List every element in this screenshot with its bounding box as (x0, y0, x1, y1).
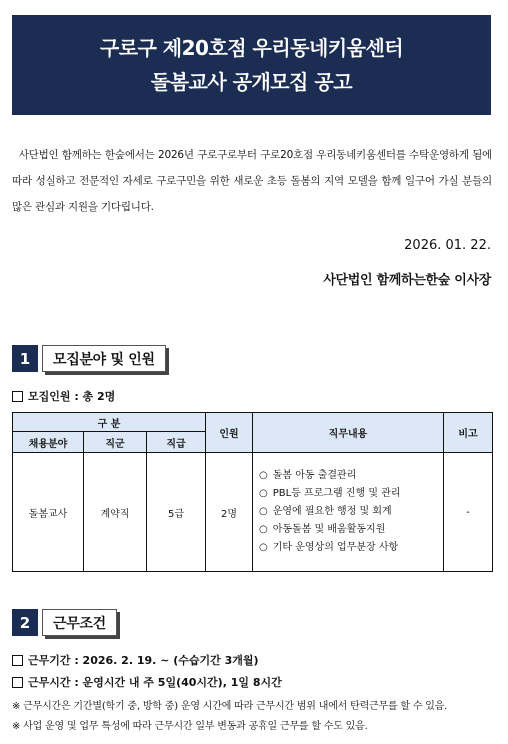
header-count: 인원 (206, 413, 253, 453)
cell-field: 돌봄교사 (13, 453, 84, 572)
section-1-number: 1 (12, 345, 38, 372)
cell-type: 계약직 (84, 453, 147, 572)
header-field: 채용분야 (13, 432, 84, 453)
notice-date: 2026. 01. 22. (404, 238, 491, 253)
recruit-total-line (12, 388, 115, 404)
duty-item: ○ 기타 운영상의 업무분장 사항 (259, 539, 442, 557)
section-2-header (12, 609, 117, 636)
cell-count: 2명 (206, 453, 253, 572)
section-2-title: 근무조건 (42, 609, 117, 636)
title-line-2: 돌봄교사 공개모집 공고 (150, 70, 353, 94)
circle-bullet-icon: ○ (259, 488, 268, 499)
circle-bullet-icon: ○ (259, 524, 268, 535)
cell-grade: 5급 (147, 453, 206, 572)
checkbox-icon (12, 391, 23, 402)
table-header-row-1 (13, 413, 493, 432)
checkbox-icon (12, 655, 23, 666)
recruit-total: 모집인원 : 총 2명 (28, 390, 116, 403)
duty-item: ○ 아동돌봄 및 배움활동지원 (259, 521, 442, 539)
header-type: 직군 (84, 432, 147, 453)
recruit-table (12, 412, 493, 572)
duty-item: ○ 운영에 필요한 행정 및 회계 (259, 503, 442, 521)
header-duty: 직무내용 (253, 413, 444, 453)
work-period: 근무기간 : 2026. 2. 19. ~ (수습기간 3개월) (28, 654, 259, 667)
table-row (13, 453, 493, 572)
work-period-line (12, 652, 259, 668)
circle-bullet-icon: ○ (259, 542, 268, 553)
section-1-title: 모집분야 및 인원 (42, 345, 166, 372)
cell-remark: - (444, 453, 493, 572)
circle-bullet-icon: ○ (259, 470, 268, 481)
work-hours-line (12, 674, 282, 690)
section-2-number: 2 (12, 609, 38, 636)
notice-signer: 사단법인 함께하는한숲 이사장 (323, 273, 491, 288)
work-hours: 근무시간 : 운영시간 내 주 5일(40시간), 1일 8시간 (28, 676, 282, 689)
duty-item: ○ 돌봄 아동 출결관리 (259, 467, 442, 485)
header-remark: 비고 (444, 413, 493, 453)
header-group: 구 분 (13, 413, 206, 432)
intro-text: 사단법인 함께하는 한숲에서는 2026년 구로구로부터 구로20호점 우리동네키움센터를 수탁운영하게 됨에 따라 성실하고 전문적인 자세로 구로구민을 위한 새로운 초등 돌봄의 지역 모델을 함께 일구어 가실 분들의 많은 관심과 지원을 기다립니다. (12, 149, 492, 213)
intro-paragraph (12, 142, 492, 220)
title-line-1: 구로구 제20호점 우리동네키움센터 (99, 36, 404, 60)
cell-duties (253, 453, 444, 572)
duty-item: ○ PBL등 프로그램 진행 및 관리 (259, 485, 442, 503)
circle-bullet-icon: ○ (259, 506, 268, 517)
section-1-header (12, 345, 166, 372)
work-note-1: ※ 근무시간은 기간별(학기 중, 방학 중) 운영 시간에 따라 근무시간 범위 내에서 탄력근무를 할 수 있음. (12, 701, 448, 712)
work-note-2: ※ 사업 운영 및 업무 특성에 따라 근무시간 일부 변동과 공휴일 근무를 할 수도 있음. (12, 721, 368, 732)
header-grade: 직급 (147, 432, 206, 453)
checkbox-icon (12, 677, 23, 688)
title-banner (12, 15, 491, 115)
